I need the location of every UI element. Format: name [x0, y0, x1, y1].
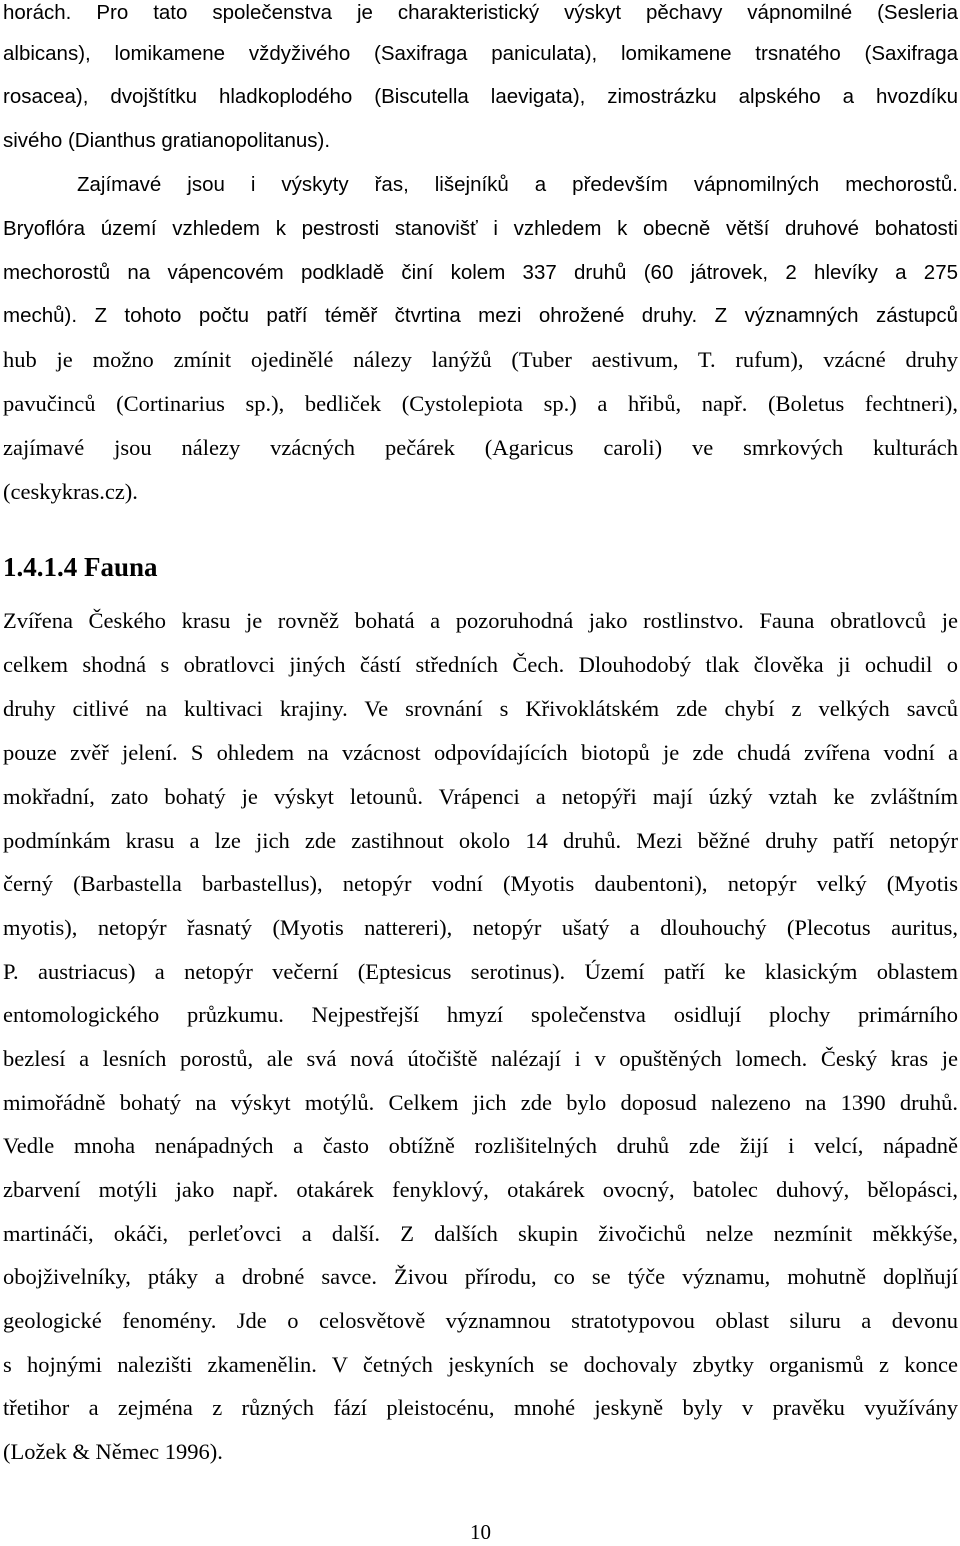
text-line: Vedle mnoha nenápadných a často obtížně rozlišitelných druhů zde žijí i velcí, nápadně — [3, 1133, 958, 1158]
text-line: entomologického průzkumu. Nejpestřejší hmyzí společenstva osidlují plochy primárního — [3, 1002, 958, 1027]
text-line: Bryoflóra území vzhledem k pestrosti stanovišť i vzhledem k obecně větší druhové bohatosti — [3, 217, 958, 240]
text-line: třetihor a zejména z různých fází pleistocénu, mnohé jeskyně byly v pravěku využívány — [3, 1395, 958, 1420]
text-line: zajímavé jsou nálezy vzácných pečárek (Agaricus caroli) ve smrkových kulturách — [3, 435, 958, 460]
text-line: geologické fenomény. Jde o celosvětově významnou stratotypovou oblast siluru a devonu — [3, 1308, 958, 1333]
text-line: zbarvení motýli jako např. otakárek fenyklový, otakárek ovocný, batolec duhový, bělopásci, — [3, 1177, 958, 1202]
text-line: Zvířena Českého krasu je rovněž bohatá a pozoruhodná jako rostlinstvo. Fauna obratlovců je — [3, 608, 958, 633]
text-line: Zajímavé jsou i výskyty řas, lišejníků a především vápnomilných mechorostů. — [77, 173, 958, 196]
text-line: sivého (Dianthus gratianopolitanus). — [3, 129, 331, 152]
text-line: mechorostů na vápencovém podkladě činí kolem 337 druhů (60 játrovek, 2 hlevíky a 275 — [3, 261, 958, 284]
text-line: obojživelníky, ptáky a drobné savce. Živou přírodu, co se týče významu, mohutně doplňují — [3, 1264, 958, 1289]
text-line: (Ložek & Němec 1996). — [3, 1439, 223, 1464]
text-line: bezlesí a lesních porostů, ale svá nová útočiště nalézají i v opuštěných lomech. Český kras je — [3, 1046, 958, 1071]
text-line: pouze zvěř jelení. S ohledem na vzácnost odpovídajících biotopů je zde chudá zvířena vodní a — [3, 740, 958, 765]
text-line: horách. Pro tato společenstva je charakteristický výskyt pěchavy vápnomilné (Sesleria — [3, 1, 958, 24]
text-line: pavučinců (Cortinarius sp.), bedliček (Cystolepiota sp.) a hřibů, např. (Boletus fechtneri), — [3, 391, 958, 416]
text-line: podmínkám krasu a lze jich zde zastihnout okolo 14 druhů. Mezi běžné druhy patří netopýr — [3, 828, 958, 853]
text-line: P. austriacus) a netopýr večerní (Eptesicus serotinus). Území patří ke klasickým oblastem — [3, 959, 958, 984]
text-line: s hojnými nalezišti zkamenělin. V četných jeskyních se dochovaly zbytky organismů z konce — [3, 1352, 958, 1377]
text-line: celkem shodná s obratlovci jiných částí středních Čech. Dlouhodobý tlak člověka ji ochudil o — [3, 652, 958, 677]
text-line: myotis), netopýr řasnatý (Myotis nattereri), netopýr ušatý a dlouhouchý (Plecotus auritus, — [3, 915, 958, 940]
text-line: rosacea), dvojštítku hladkoplodého (Biscutella laevigata), zimostrázku alpského a hvozdíku — [3, 85, 958, 108]
text-line: mechů). Z tohoto počtu patří téměř čtvrtina mezi ohrožené druhy. Z významných zástupců — [3, 304, 958, 327]
section-heading: 1.4.1.4 Fauna — [3, 552, 158, 582]
text-line: (ceskykras.cz). — [3, 479, 138, 504]
text-line: mimořádně bohatý na výskyt motýlů. Celkem jich zde bylo doposud nalezeno na 1390 druhů. — [3, 1090, 958, 1115]
text-line: martináči, okáči, perleťovci a další. Z dalších skupin živočichů nelze nezmínit měkkýše, — [3, 1221, 958, 1246]
text-line: albicans), lomikamene vždyživého (Saxifraga paniculata), lomikamene trsnatého (Saxifraga — [3, 42, 958, 65]
text-line: mokřadní, zato bohatý je výskyt letounů. Vrápenci a netopýři mají úzký vztah ke zvláštním — [3, 784, 958, 809]
text-line: černý (Barbastella barbastellus), netopýr vodní (Myotis daubentoni), netopýr velký (Myotis — [3, 871, 958, 896]
page-number: 10 — [470, 1520, 491, 1544]
text-line: hub je možno zmínit ojedinělé nálezy lanýžů (Tuber aestivum, T. rufum), vzácné druhy — [3, 347, 958, 372]
text-line: druhy citlivé na kultivaci krajiny. Ve srovnání s Křivoklátském zde chybí z velkých savců — [3, 696, 958, 721]
